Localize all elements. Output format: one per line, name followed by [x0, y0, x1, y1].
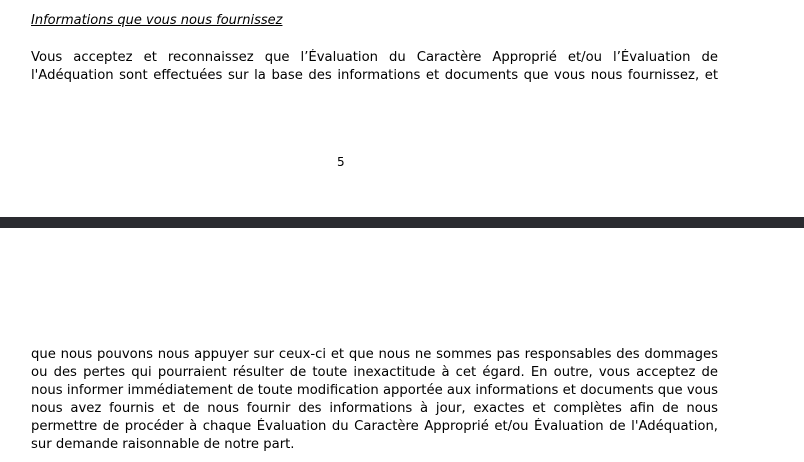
paragraph-line: nous avez fournis et de nous fournir des informations à jour, exactes et complètes afin de nous: [31, 401, 718, 416]
paragraph-line: permettre de procéder à chaque Évaluation du Caractère Approprié et/ou Évaluation de l'Adéquation,: [31, 419, 718, 434]
paragraph-line: nous informer immédiatement de toute modification apportée aux informations et documents que vous: [31, 383, 718, 398]
paragraph-line: que nous pouvons nous appuyer sur ceux-ci et que nous ne sommes pas responsables des dommages: [31, 347, 718, 362]
document-page-top: [0, 0, 804, 217]
paragraph-line: l'Adéquation sont effectuées sur la base des informations et documents que vous nous fournissez, et: [31, 68, 718, 83]
page-separator: [0, 217, 804, 228]
paragraph-top: [31, 49, 718, 85]
page-number: 5: [337, 155, 345, 169]
paragraph-line: Vous acceptez et reconnaissez que l’Évaluation du Caractère Approprié et/ou l’Évaluation de: [31, 50, 718, 65]
section-heading: Informations que vous nous fournissez: [31, 13, 283, 28]
paragraph-line: sur demande raisonnable de notre part.: [31, 437, 295, 452]
paragraph-line: ou des pertes qui pourraient résulter de toute inexactitude à cet égard. En outre, vous acceptez de: [31, 365, 718, 380]
paragraph-bottom: [31, 346, 718, 454]
